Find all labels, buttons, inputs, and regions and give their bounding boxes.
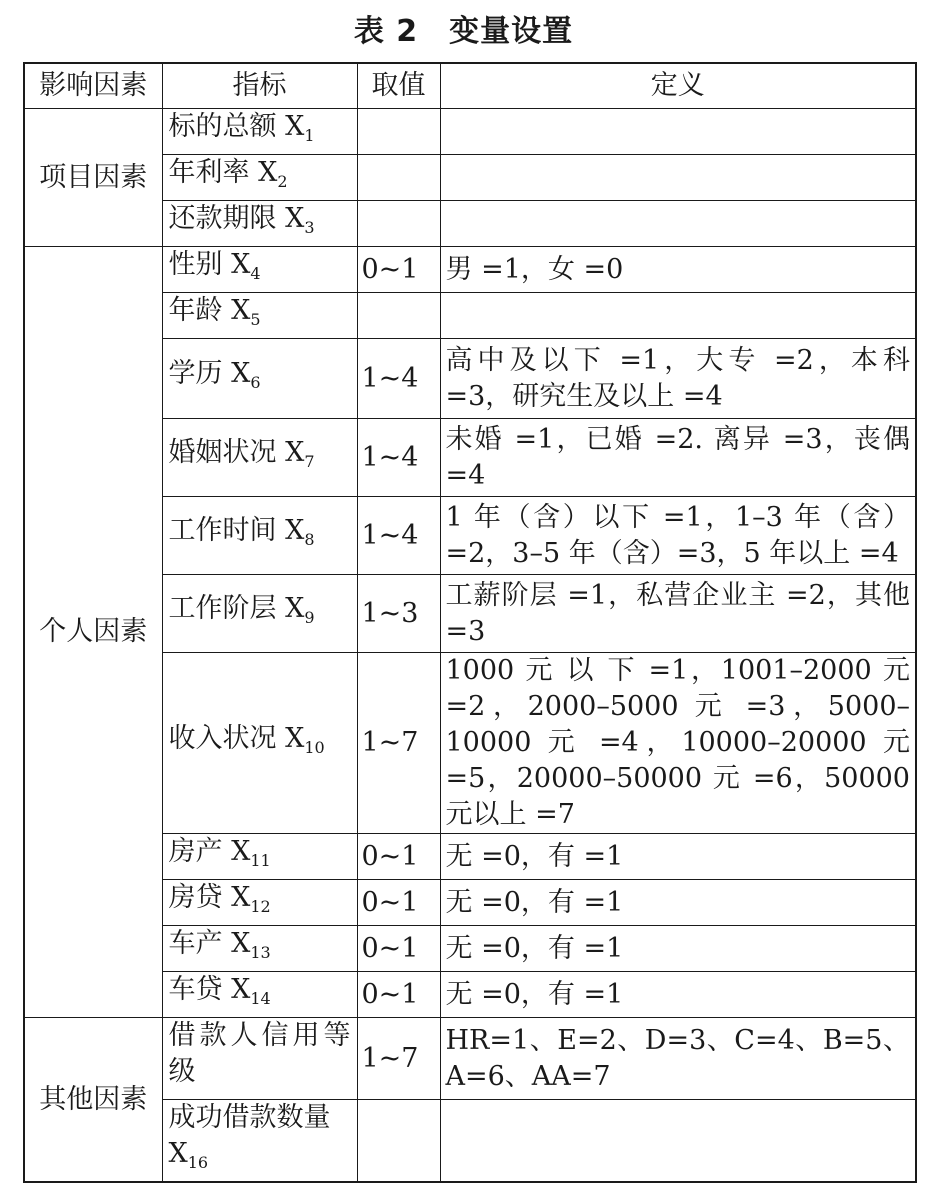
definition-cell: 无 =0，有 =1 [440,880,916,926]
definition-cell: 工薪阶层 =1，私营企业主 =2，其他 =3 [440,575,916,653]
group-cell: 其他因素 [24,1018,162,1183]
definition-cell: 无 =0，有 =1 [440,834,916,880]
table-row [24,1018,916,1100]
group-cell: 个人因素 [24,247,162,1018]
definition-cell [440,201,916,247]
value-cell [357,1100,440,1183]
indicator-cell: 房产 $X_{11}$ [162,834,357,880]
header-value: 取值 [357,63,440,109]
indicator-cell: 借款人信用等级 [162,1018,357,1100]
indicator-cell: 成功借款数量 $X_{16}$ [162,1100,357,1183]
header-row [24,63,916,109]
value-cell: 1~3 [357,575,440,653]
table-row [24,247,916,293]
indicator-cell: 工作时间 $X_8$ [162,497,357,575]
indicator-cell: 还款期限 $X_3$ [162,201,357,247]
value-cell: 1~4 [357,497,440,575]
indicator-cell: 年龄 $X_5$ [162,293,357,339]
header-indicator: 指标 [162,63,357,109]
definition-cell: 未婚 =1，已婚 =2. 离异 =3，丧偶 =4 [440,419,916,497]
value-cell: 0~1 [357,972,440,1018]
indicator-cell: 工作阶层 $X_9$ [162,575,357,653]
value-cell: 0~1 [357,880,440,926]
value-cell [357,201,440,247]
indicator-cell: 性别 $X_4$ [162,247,357,293]
definition-cell: 1 年（含）以下 =1，1–3 年（含）=2，3–5 年（含）=3，5 年以上 =4 [440,497,916,575]
definition-cell: 高中及以下 =1，大专 =2，本科 =3，研究生及以上 =4 [440,339,916,419]
value-cell: 1~7 [357,1018,440,1100]
definition-cell: 男 =1，女 =0 [440,247,916,293]
indicator-cell: 学历 $X_6$ [162,339,357,419]
indicator-cell: 车产 $X_{13}$ [162,926,357,972]
group-cell: 项目因素 [24,109,162,247]
definition-cell [440,155,916,201]
value-cell [357,155,440,201]
value-cell [357,109,440,155]
table-title: 表 2 变量设置 [353,14,574,49]
header-definition: 定义 [440,63,916,109]
indicator-cell: 车贷 $X_{14}$ [162,972,357,1018]
definition-cell [440,293,916,339]
definition-cell [440,109,916,155]
header-factor: 影响因素 [24,63,162,109]
table-row [24,109,916,155]
indicator-cell: 年利率 $X_2$ [162,155,357,201]
value-cell: 1~4 [357,419,440,497]
definition-cell: HR=1、E=2、D=3、C=4、B=5、A=6、AA=7 [440,1018,916,1100]
value-cell: 0~1 [357,834,440,880]
value-cell [357,293,440,339]
indicator-cell: 婚姻状况 $X_7$ [162,419,357,497]
definition-cell: 无 =0，有 =1 [440,972,916,1018]
definition-cell: 1000 元 以 下 =1，1001–2000 元 =2，2000–5000 元 =3，5000–10000 元 =4，10000–20000 元 =5，20000–50000 元 =6，50000 元以上 =7 [440,653,916,834]
definition-cell: 无 =0，有 =1 [440,926,916,972]
value-cell: 1~7 [357,653,440,834]
value-cell: 0~1 [357,247,440,293]
value-cell: 1~4 [357,339,440,419]
indicator-cell: 标的总额 $X_1$ [162,109,357,155]
indicator-cell: 收入状况 $X_{10}$ [162,653,357,834]
variable-table [23,62,917,1183]
definition-cell [440,1100,916,1183]
indicator-cell: 房贷 $X_{12}$ [162,880,357,926]
value-cell: 0~1 [357,926,440,972]
